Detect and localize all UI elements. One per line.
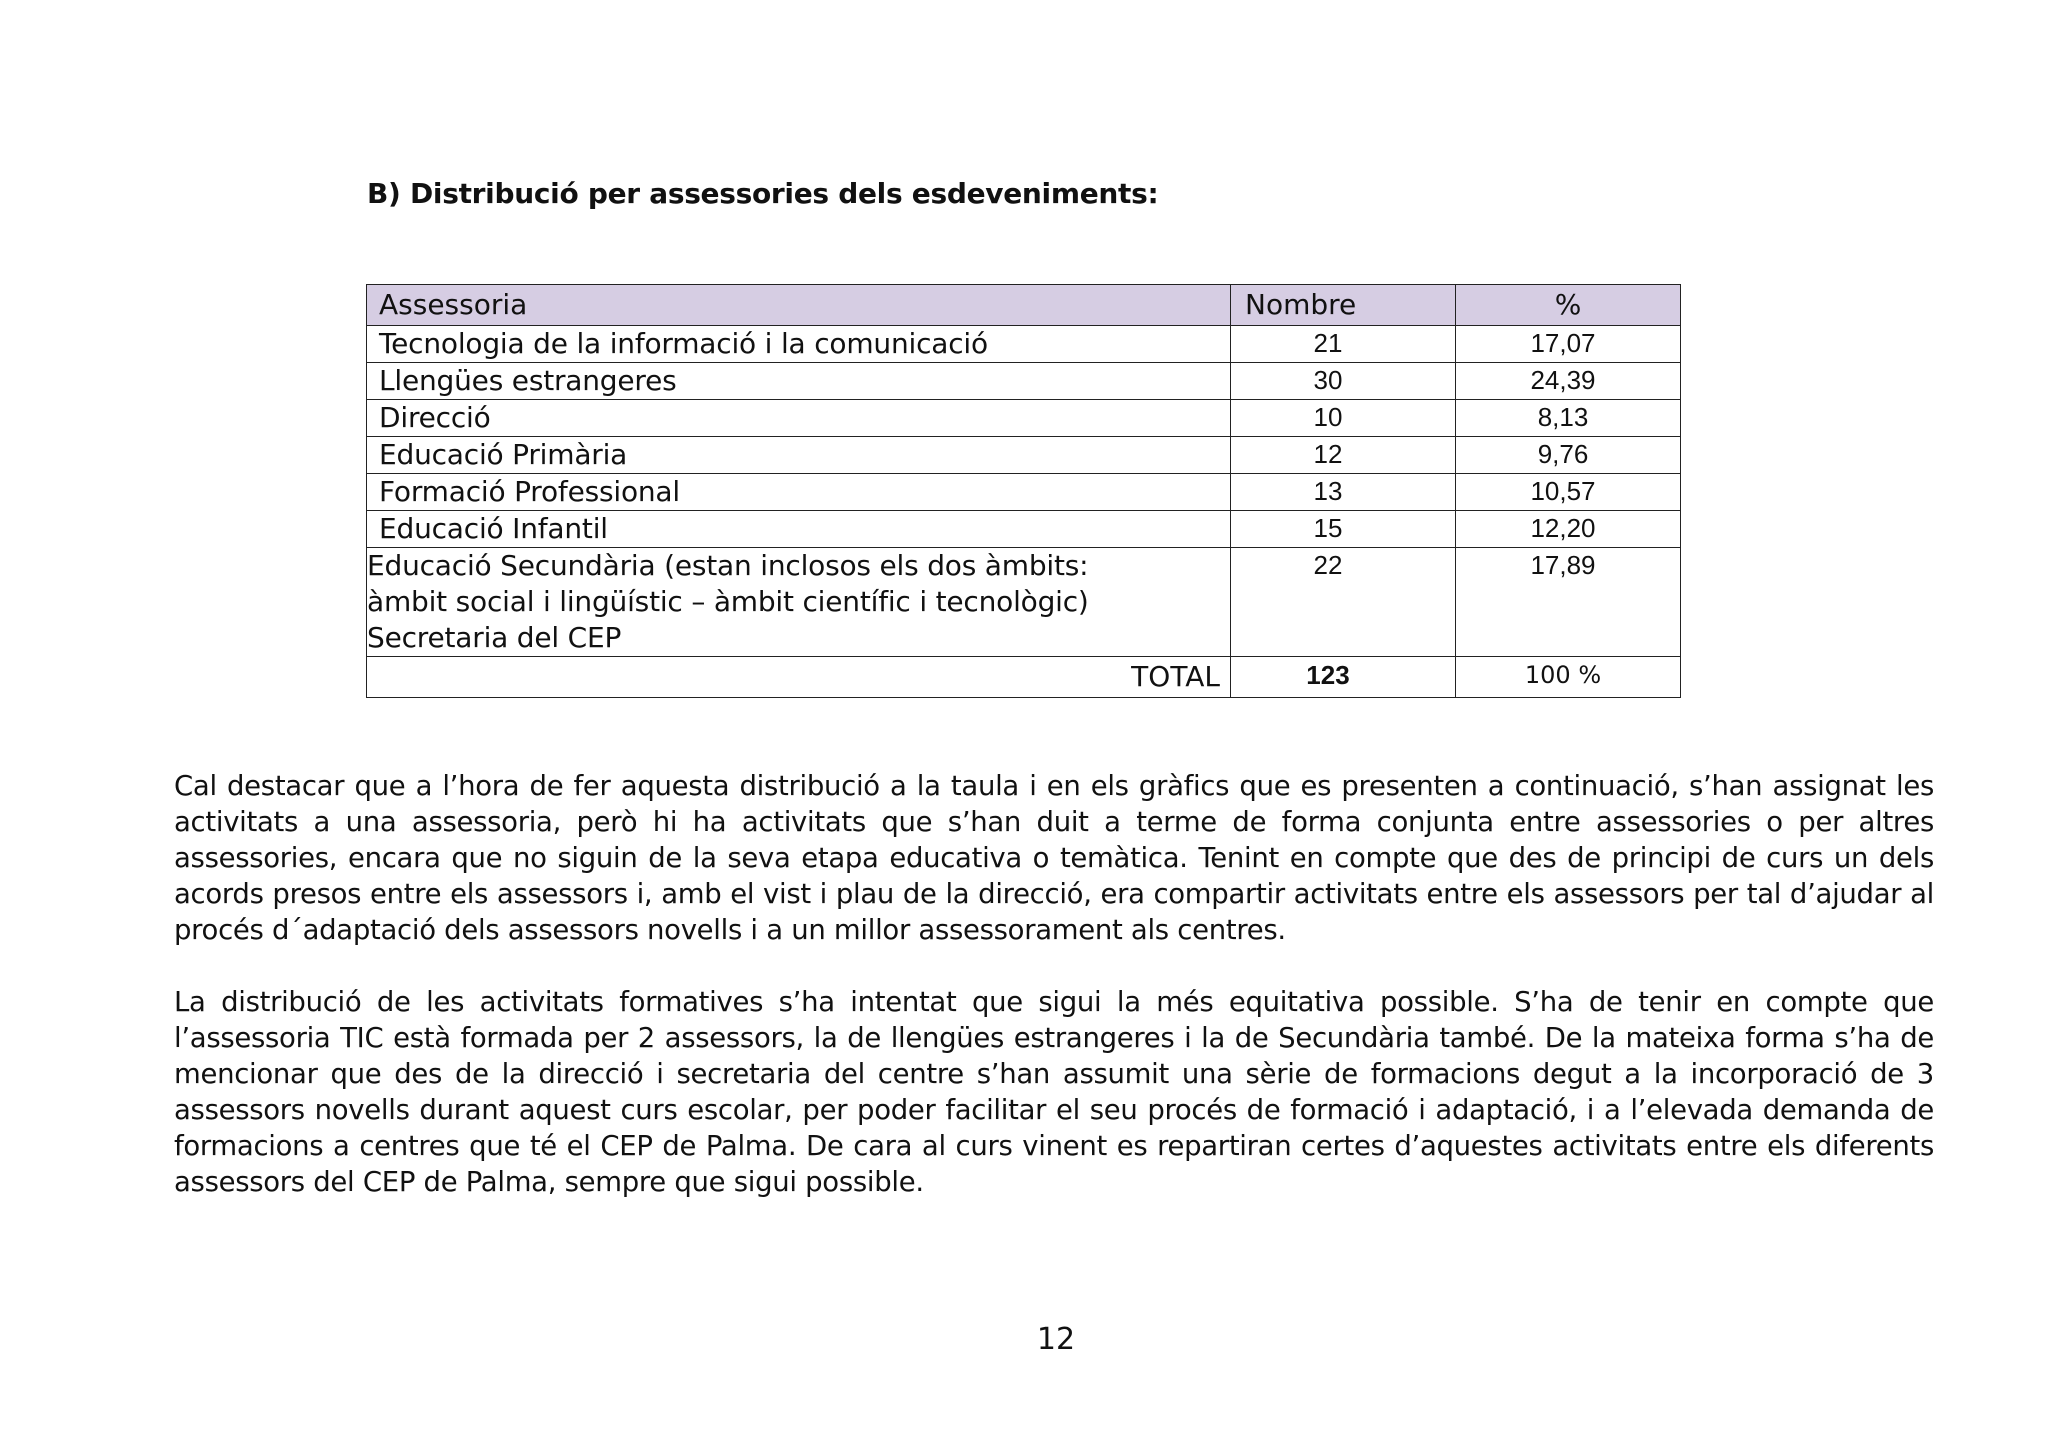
table-total-row (367, 657, 1681, 698)
row-percent: 17,89 (1456, 548, 1681, 657)
body-paragraph: Cal destacar que a l’hora de fer aquesta distribució a la taula i en els gràfics que es presenten a continuació, s’han assignat les activitats a una assessoria, però hi ha activitats que s’han duit a terme de forma conjunta entre assessories o per altres assessories, encara que no siguin de la seva etapa educativa o temàtica. Tenint en compte que des de principi de curs un dels acords presos entre els assessors i, amb el vist i plau de la direcció, era compartir activitats entre els assessors per tal d’ajudar al procés d´adaptació dels assessors novells i a un millor assessorament als centres. (174, 770, 1934, 946)
table-row (367, 511, 1681, 548)
row-count: 30 (1231, 363, 1456, 400)
page-number: 12 (1036, 1322, 1076, 1357)
table-header-row (367, 285, 1681, 326)
row-count: 15 (1231, 511, 1456, 548)
row-name-line: Secretaria del CEP (367, 621, 622, 654)
section-heading: B) Distribució per assessories dels esdeveniments: (367, 177, 1159, 210)
row-name: Direcció (367, 400, 1231, 437)
table-row-secundaria (367, 548, 1681, 657)
row-name: Llengües estrangeres (367, 363, 1231, 400)
table-row (367, 400, 1681, 437)
row-name-multiline (367, 548, 1231, 657)
total-percent: 100 % (1456, 657, 1681, 698)
row-count: 21 (1231, 326, 1456, 363)
row-name: Educació Infantil (367, 511, 1231, 548)
row-percent: 17,07 (1456, 326, 1681, 363)
row-count: 22 (1231, 548, 1456, 657)
row-percent: 10,57 (1456, 474, 1681, 511)
row-percent: 12,20 (1456, 511, 1681, 548)
row-count: 10 (1231, 400, 1456, 437)
header-percent: % (1456, 285, 1681, 326)
body-paragraph: La distribució de les activitats formatives s’ha intentat que sigui la més equitativa possible. S’ha de tenir en compte que l’assessoria TIC està formada per 2 assessors, la de llengües estrangeres i la de Secundària també. De la mateixa forma s’ha de mencionar que des de la direcció i secretaria del centre s’han assumit una sèrie de formacions degut a la incorporació de 3 assessors novells durant aquest curs escolar, per poder facilitar el seu procés de formació i adaptació, i a l’elevada demanda de formacions a centres que té el CEP de Palma. De cara al curs vinent es repartiran certes d’aquestes activitats entre els diferents assessors del CEP de Palma, sempre que sigui possible. (174, 986, 1934, 1198)
row-name: Formació Professional (367, 474, 1231, 511)
header-assessoria: Assessoria (367, 285, 1231, 326)
table-row (367, 437, 1681, 474)
row-name-line: Educació Secundària (estan inclosos els dos àmbits: (367, 549, 1089, 582)
row-count: 13 (1231, 474, 1456, 511)
row-percent: 8,13 (1456, 400, 1681, 437)
table-row (367, 363, 1681, 400)
total-count: 123 (1231, 657, 1456, 698)
table-row (367, 474, 1681, 511)
row-percent: 24,39 (1456, 363, 1681, 400)
row-percent: 9,76 (1456, 437, 1681, 474)
row-name-line: àmbit social i lingüístic – àmbit científic i tecnològic) (367, 585, 1089, 618)
total-label: TOTAL (367, 657, 1231, 698)
row-name: Educació Primària (367, 437, 1231, 474)
row-count: 12 (1231, 437, 1456, 474)
table-row (367, 326, 1681, 363)
events-table (366, 284, 1681, 698)
header-nombre: Nombre (1231, 285, 1456, 326)
row-name: Tecnologia de la informació i la comunicació (367, 326, 1231, 363)
